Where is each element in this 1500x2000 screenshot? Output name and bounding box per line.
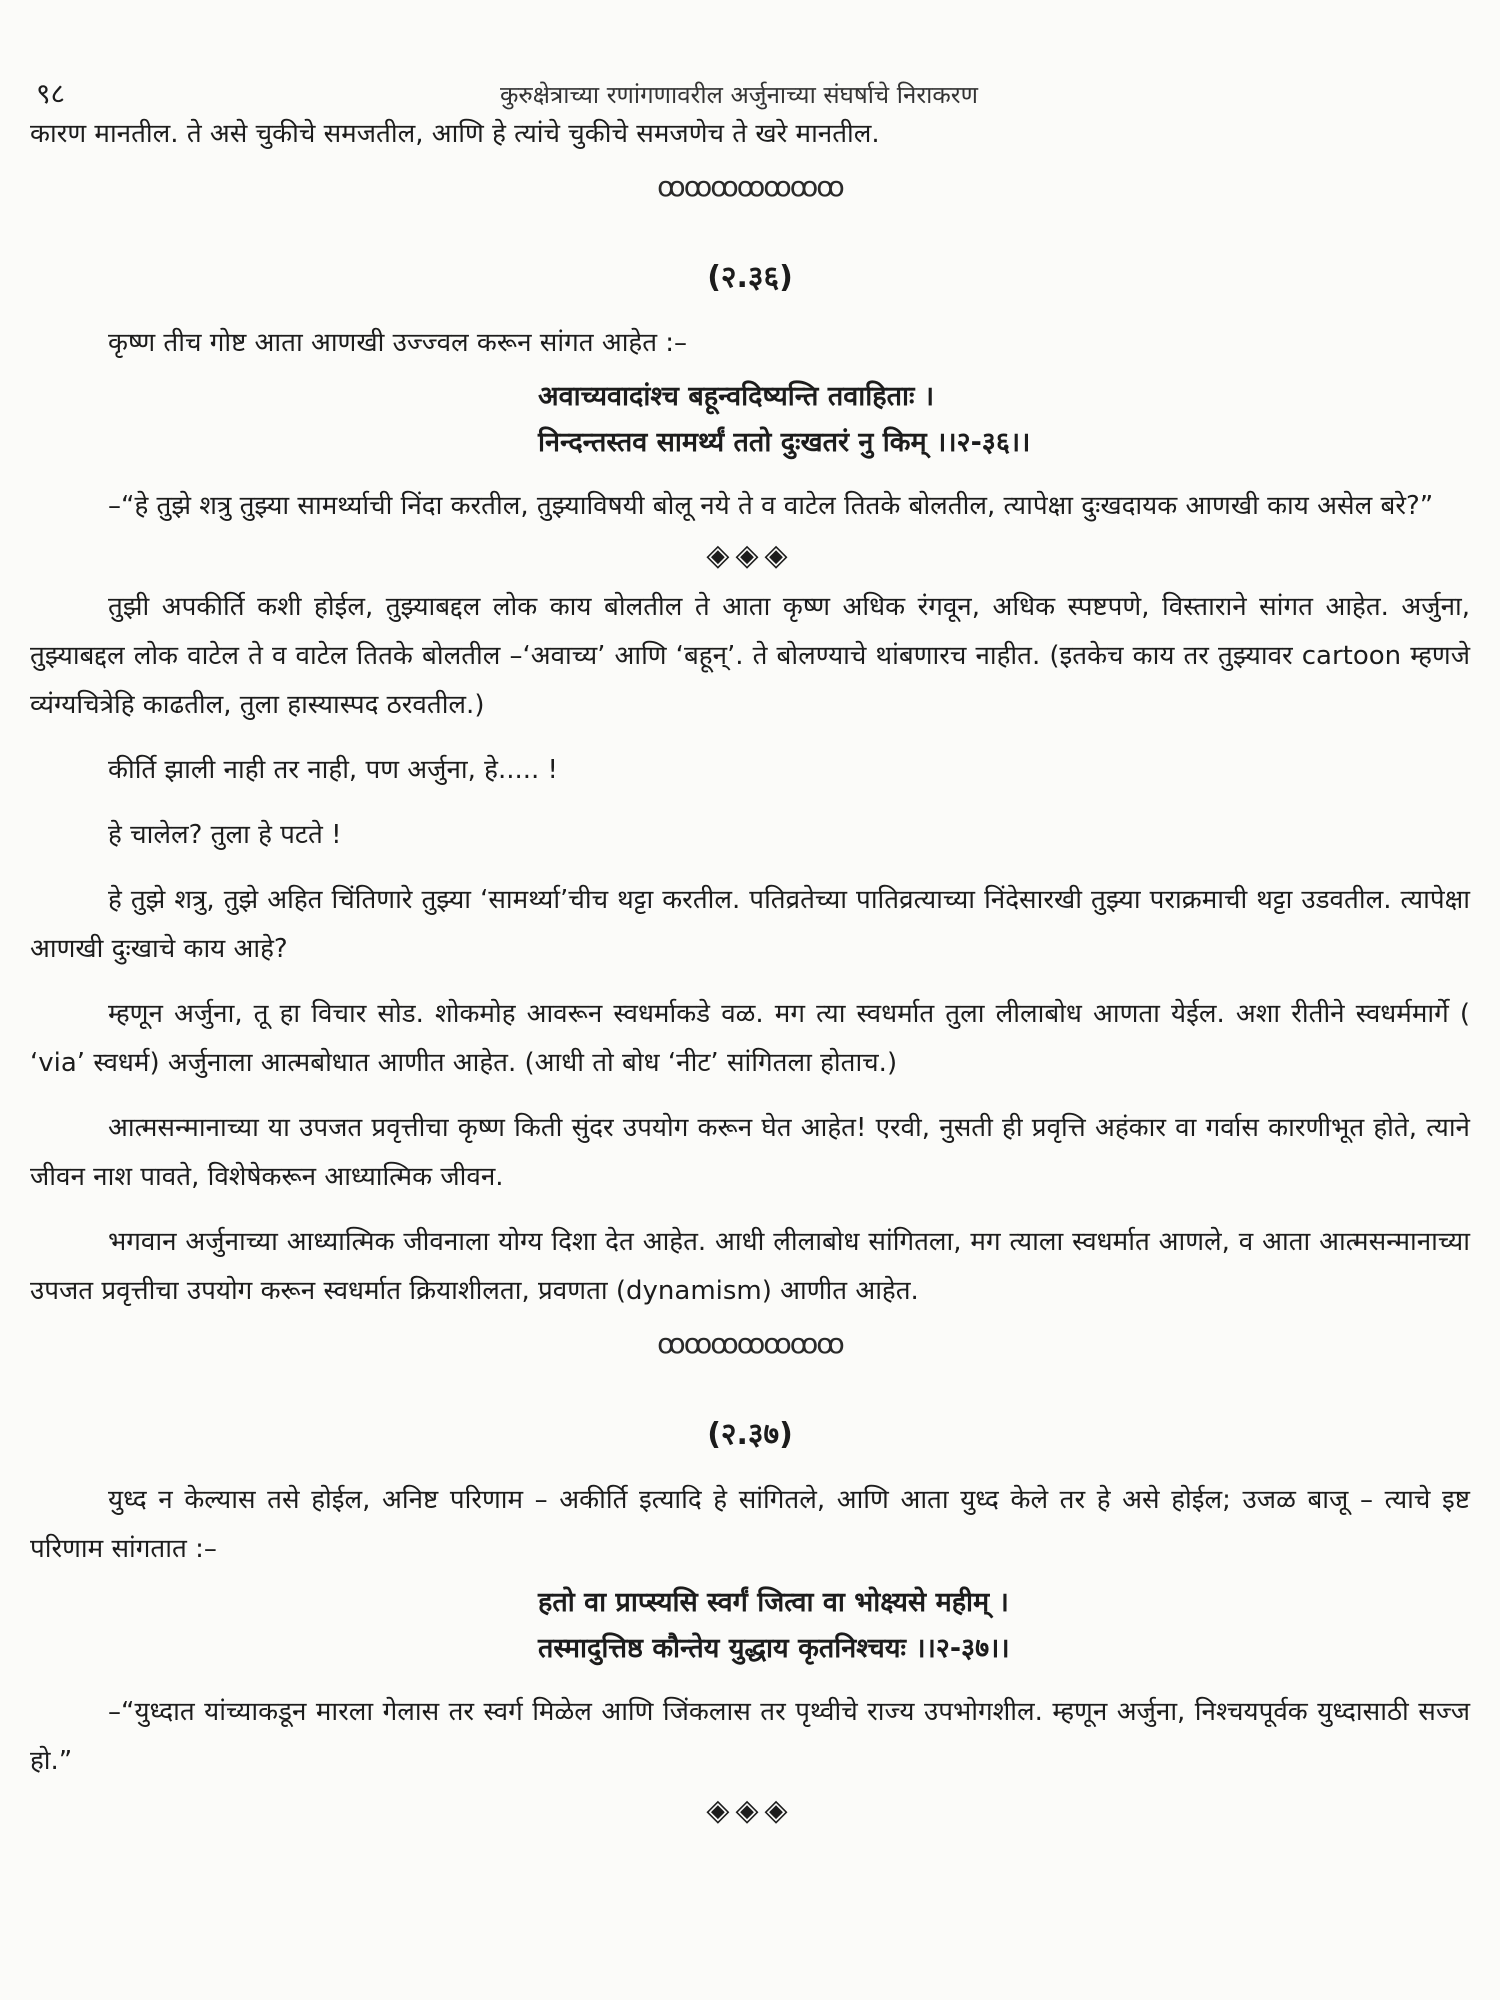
running-title: कुरुक्षेत्राच्या रणांगणावरील अर्जुनाच्या संघर्षाचे निराकरण xyxy=(500,81,978,109)
shloka-37-line-1: हतो वा प्राप्स्यसि स्वर्गं जित्वा वा भोक्ष्यसे महीम् । xyxy=(538,1587,1009,1618)
verse-number-37: (२.३७) xyxy=(707,1417,793,1452)
translation-36: –“हे तुझे शत्रु तुझ्या सामर्थ्याची निंदा करतील, तुझ्याविषयी बोलू नये ते व वाटेल तितके बोलतील, त्यापेक्षा दुःखदायक आणखी काय असेल बरे?” xyxy=(108,491,1434,521)
diamond-divider: ◈◈◈ xyxy=(706,538,794,573)
section-37-lead: युध्द न केल्यास तसे होईल, अनिष्ट परिणाम – अकीर्ति इत्यादि हे सांगितले, आणि आता युध्द केले तर हे असे होईल; उजळ बाजू – त्याचे इष्ट परिणाम सांगतात :– xyxy=(30,1485,1470,1564)
translation-37: –“युध्दात यांच्याकडून मारला गेलास तर स्वर्ग मिळेल आणि जिंकलास तर पृथ्वीचे राज्य उपभोगशील. म्हणून अर्जुना, निश्चयपूर्वक युध्दासाठी सज्ज हो.” xyxy=(30,1697,1470,1776)
verse-number-36: (२.३६) xyxy=(707,260,793,295)
intro-line: कारण मानतील. ते असे चुकीचे समजतील, आणि हे त्यांचे चुकीचे समजणेच ते खरे मानतील. xyxy=(30,119,880,149)
running-header xyxy=(30,60,1470,110)
paragraph: भगवान अर्जुनाच्या आध्यात्मिक जीवनाला योग्य दिशा देत आहेत. आधी लीलाबोध सांगितला, मग त्याला स्वधर्मात आणले, व आता आत्मसन्मानाच्या उपजत प्रवृत्तीचा उपयोग करून स्वधर्मात क्रियाशीलता, प्रवणता (dynamism) आणीत आहेत. xyxy=(30,1227,1470,1306)
paragraph: हे तुझे शत्रु, तुझे अहित चिंतिणारे तुझ्या ‘सामर्थ्या’चीच थट्टा करतील. पतिव्रतेच्या पातिव्रत्याच्या निंदेसारखी तुझ्या पराक्रमाची थट्टा उडवतील. त्यापेक्षा आणखी दुःखाचे काय आहे? xyxy=(30,885,1470,964)
paragraph: हे चालेल? तुला हे पटते ! xyxy=(108,820,342,850)
paragraph: आत्मसन्मानाच्या या उपजत प्रवृत्तीचा कृष्ण किती सुंदर उपयोग करून घेत आहेत! एरवी, नुसती ही प्रवृत्ति अहंकार वा गर्वास कारणीभूत होते, त्याने जीवन नाश पावते, विशेषेकरून आध्यात्मिक जीवन. xyxy=(30,1113,1470,1192)
diamond-divider: ◈◈◈ xyxy=(706,1793,794,1828)
paragraph: म्हणून अर्जुना, तू हा विचार सोड. शोकमोह आवरून स्वधर्माकडे वळ. मग त्या स्वधर्मात तुला लीलाबोध आणता येईल. अशा रीतीने स्वधर्ममार्गे ( ‘via’ स्वधर्म) अर्जुनाला आत्मबोधात आणीत आहेत. (आधी तो बोध ‘नीट’ सांगितला होताच.) xyxy=(30,999,1470,1078)
shloka-36-line-1: अवाच्यवादांश्च बहून्वदिष्यन्ति तवाहिताः । xyxy=(538,381,935,412)
section-36-lead: कृष्ण तीच गोष्ट आता आणखी उज्ज्वल करून सांगत आहेत :– xyxy=(108,328,688,358)
ornament-divider: ꝏꝏꝏꝏꝏꝏꝏ xyxy=(657,1327,843,1360)
paragraph: कीर्ति झाली नाही तर नाही, पण अर्जुना, हे..... ! xyxy=(108,755,558,785)
book-page xyxy=(30,60,1470,1834)
shloka-37-line-2: तस्मादुत्तिष्ठ कौन्तेय युद्धाय कृतनिश्चयः ।।२-३७।। xyxy=(538,1633,1010,1664)
paragraph: तुझी अपकीर्ति कशी होईल, तुझ्याबद्दल लोक काय बोलतील ते आता कृष्ण अधिक रंगवून, अधिक स्पष्टपणे, विस्ताराने सांगत आहेत. अर्जुना, तुझ्याबद्दल लोक वाटेल ते व वाटेल तितके बोलतील –‘अवाच्य’ आणि ‘बहून्’. ते बोलण्याचे थांबणारच नाहीत. (इतकेच काय तर तुझ्यावर cartoon म्हणजे व्यंग्यचित्रेहि काढतील, तुला हास्यास्पद ठरवतील.) xyxy=(30,592,1470,720)
shloka-36-line-2: निन्दन्तस्तव सामर्थ्यं ततो दुःखतरं नु किम् ।।२-३६।। xyxy=(538,427,1031,458)
ornament-divider: ꝏꝏꝏꝏꝏꝏꝏ xyxy=(657,170,843,203)
page-number: ९८ xyxy=(36,77,66,110)
